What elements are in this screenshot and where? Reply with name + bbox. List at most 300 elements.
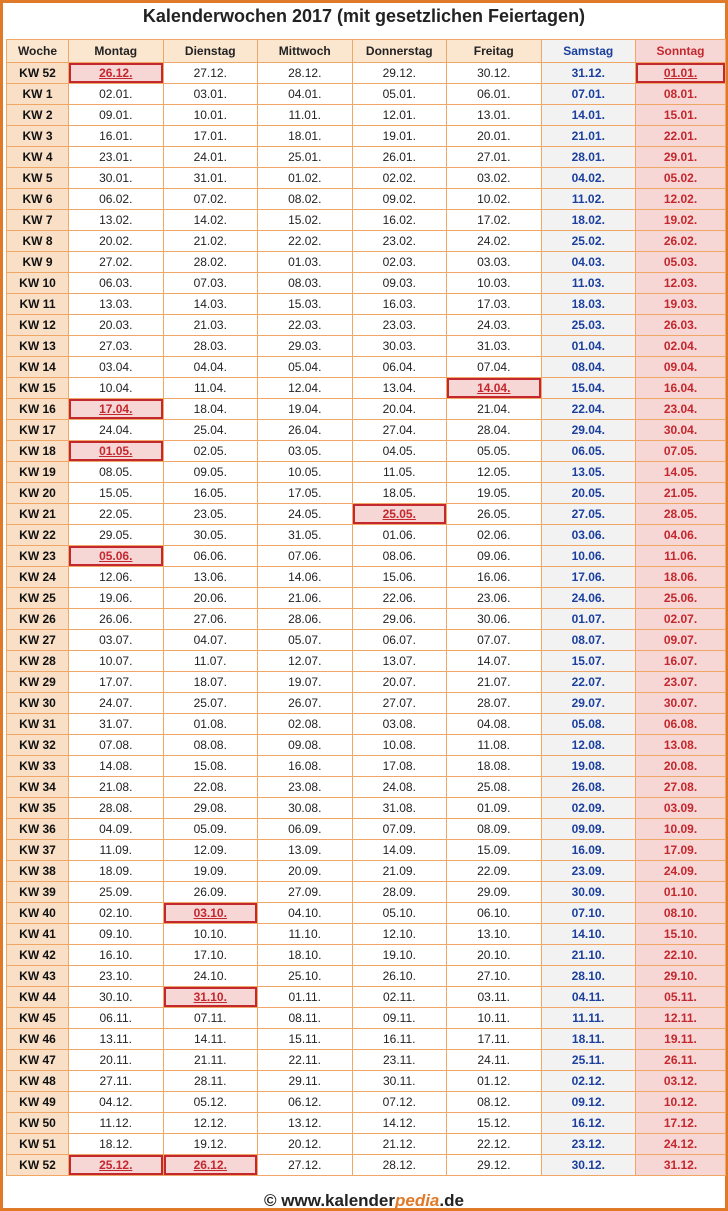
table-row — [7, 714, 726, 735]
date-cell: 27.02. — [69, 252, 164, 273]
date-cell: 12.03. — [636, 273, 726, 294]
date-cell: 15.11. — [258, 1029, 353, 1050]
date-cell: 06.06. — [163, 546, 258, 567]
week-number: KW 3 — [7, 126, 69, 147]
date-cell: 28.10. — [541, 966, 636, 987]
date-cell: 17.07. — [69, 672, 164, 693]
date-cell: 26.07. — [258, 693, 353, 714]
header-monday: Montag — [69, 40, 164, 63]
week-number: KW 20 — [7, 483, 69, 504]
date-cell: 08.03. — [258, 273, 353, 294]
date-cell: 25.04. — [163, 420, 258, 441]
date-cell: 29.05. — [69, 525, 164, 546]
date-cell: 09.01. — [69, 105, 164, 126]
date-cell: 29.01. — [636, 147, 726, 168]
week-number: KW 14 — [7, 357, 69, 378]
holiday-date-cell: 01.01. — [636, 63, 726, 84]
date-cell: 27.04. — [352, 420, 447, 441]
date-cell: 14.12. — [352, 1113, 447, 1134]
date-cell: 03.06. — [541, 525, 636, 546]
date-cell: 19.09. — [163, 861, 258, 882]
date-cell: 14.09. — [352, 840, 447, 861]
header-row — [7, 40, 726, 63]
date-cell: 13.04. — [352, 378, 447, 399]
date-cell: 12.11. — [636, 1008, 726, 1029]
date-cell: 27.12. — [163, 63, 258, 84]
table-row — [7, 840, 726, 861]
date-cell: 26.08. — [541, 777, 636, 798]
date-cell: 17.12. — [636, 1113, 726, 1134]
table-row — [7, 1155, 726, 1176]
table-row — [7, 609, 726, 630]
table-row — [7, 126, 726, 147]
date-cell: 03.03. — [447, 252, 542, 273]
date-cell: 22.01. — [636, 126, 726, 147]
date-cell: 21.07. — [447, 672, 542, 693]
date-cell: 10.03. — [447, 273, 542, 294]
header-wednesday: Mittwoch — [258, 40, 353, 63]
table-row — [7, 504, 726, 525]
table-row — [7, 1071, 726, 1092]
date-cell: 03.11. — [447, 987, 542, 1008]
date-cell: 24.11. — [447, 1050, 542, 1071]
date-cell: 21.05. — [636, 483, 726, 504]
date-cell: 11.02. — [541, 189, 636, 210]
date-cell: 02.03. — [352, 252, 447, 273]
date-cell: 19.11. — [636, 1029, 726, 1050]
date-cell: 25.11. — [541, 1050, 636, 1071]
date-cell: 20.08. — [636, 756, 726, 777]
date-cell: 20.11. — [69, 1050, 164, 1071]
date-cell: 26.03. — [636, 315, 726, 336]
date-cell: 09.03. — [352, 273, 447, 294]
date-cell: 30.04. — [636, 420, 726, 441]
table-row — [7, 378, 726, 399]
date-cell: 21.08. — [69, 777, 164, 798]
date-cell: 04.01. — [258, 84, 353, 105]
date-cell: 27.05. — [541, 504, 636, 525]
table-row — [7, 1134, 726, 1155]
date-cell: 17.11. — [447, 1029, 542, 1050]
date-cell: 08.11. — [258, 1008, 353, 1029]
date-cell: 22.06. — [352, 588, 447, 609]
week-number: KW 27 — [7, 630, 69, 651]
date-cell: 10.06. — [541, 546, 636, 567]
table-row — [7, 861, 726, 882]
date-cell: 06.12. — [258, 1092, 353, 1113]
date-cell: 30.12. — [541, 1155, 636, 1176]
date-cell: 26.05. — [447, 504, 542, 525]
date-cell: 31.07. — [69, 714, 164, 735]
date-cell: 19.07. — [258, 672, 353, 693]
date-cell: 17.10. — [163, 945, 258, 966]
date-cell: 08.05. — [69, 462, 164, 483]
table-row — [7, 147, 726, 168]
week-number: KW 29 — [7, 672, 69, 693]
table-row — [7, 819, 726, 840]
table-row — [7, 945, 726, 966]
date-cell: 22.05. — [69, 504, 164, 525]
footer-prefix: © www.kalender — [264, 1191, 395, 1210]
date-cell: 19.04. — [258, 399, 353, 420]
date-cell: 18.05. — [352, 483, 447, 504]
date-cell: 31.12. — [541, 63, 636, 84]
date-cell: 29.12. — [447, 1155, 542, 1176]
date-cell: 05.09. — [163, 819, 258, 840]
date-cell: 22.04. — [541, 399, 636, 420]
date-cell: 30.12. — [447, 63, 542, 84]
date-cell: 27.06. — [163, 609, 258, 630]
date-cell: 07.06. — [258, 546, 353, 567]
date-cell: 02.01. — [69, 84, 164, 105]
date-cell: 05.10. — [352, 903, 447, 924]
date-cell: 28.12. — [352, 1155, 447, 1176]
table-row — [7, 189, 726, 210]
week-number: KW 50 — [7, 1113, 69, 1134]
date-cell: 23.08. — [258, 777, 353, 798]
date-cell: 28.04. — [447, 420, 542, 441]
table-row — [7, 315, 726, 336]
date-cell: 12.01. — [352, 105, 447, 126]
date-cell: 09.08. — [258, 735, 353, 756]
date-cell: 15.07. — [541, 651, 636, 672]
date-cell: 17.08. — [352, 756, 447, 777]
date-cell: 19.12. — [163, 1134, 258, 1155]
date-cell: 28.08. — [69, 798, 164, 819]
date-cell: 04.04. — [163, 357, 258, 378]
date-cell: 16.03. — [352, 294, 447, 315]
date-cell: 16.05. — [163, 483, 258, 504]
week-number: KW 15 — [7, 378, 69, 399]
date-cell: 28.11. — [163, 1071, 258, 1092]
date-cell: 04.02. — [541, 168, 636, 189]
week-number: KW 38 — [7, 861, 69, 882]
date-cell: 21.10. — [541, 945, 636, 966]
date-cell: 16.12. — [541, 1113, 636, 1134]
date-cell: 08.12. — [447, 1092, 542, 1113]
date-cell: 27.09. — [258, 882, 353, 903]
table-row — [7, 1008, 726, 1029]
date-cell: 18.06. — [636, 567, 726, 588]
date-cell: 02.08. — [258, 714, 353, 735]
date-cell: 18.10. — [258, 945, 353, 966]
calendar-table — [6, 39, 726, 1176]
date-cell: 09.05. — [163, 462, 258, 483]
date-cell: 14.11. — [163, 1029, 258, 1050]
date-cell: 31.08. — [352, 798, 447, 819]
date-cell: 06.04. — [352, 357, 447, 378]
date-cell: 13.03. — [69, 294, 164, 315]
date-cell: 15.04. — [541, 378, 636, 399]
date-cell: 21.01. — [541, 126, 636, 147]
date-cell: 02.11. — [352, 987, 447, 1008]
date-cell: 23.01. — [69, 147, 164, 168]
week-number: KW 51 — [7, 1134, 69, 1155]
date-cell: 01.12. — [447, 1071, 542, 1092]
date-cell: 01.07. — [541, 609, 636, 630]
date-cell: 02.10. — [69, 903, 164, 924]
date-cell: 02.05. — [163, 441, 258, 462]
date-cell: 13.12. — [258, 1113, 353, 1134]
date-cell: 10.08. — [352, 735, 447, 756]
date-cell: 16.10. — [69, 945, 164, 966]
week-number: KW 2 — [7, 105, 69, 126]
date-cell: 30.08. — [258, 798, 353, 819]
week-number: KW 34 — [7, 777, 69, 798]
date-cell: 05.04. — [258, 357, 353, 378]
date-cell: 10.02. — [447, 189, 542, 210]
date-cell: 01.10. — [636, 882, 726, 903]
date-cell: 25.06. — [636, 588, 726, 609]
date-cell: 12.08. — [541, 735, 636, 756]
date-cell: 16.06. — [447, 567, 542, 588]
date-cell: 28.06. — [258, 609, 353, 630]
date-cell: 02.09. — [541, 798, 636, 819]
date-cell: 28.02. — [163, 252, 258, 273]
week-number: KW 22 — [7, 525, 69, 546]
table-row — [7, 693, 726, 714]
date-cell: 23.10. — [69, 966, 164, 987]
date-cell: 04.10. — [258, 903, 353, 924]
date-cell: 30.09. — [541, 882, 636, 903]
date-cell: 13.07. — [352, 651, 447, 672]
table-row — [7, 924, 726, 945]
date-cell: 14.01. — [541, 105, 636, 126]
date-cell: 03.05. — [258, 441, 353, 462]
date-cell: 22.12. — [447, 1134, 542, 1155]
date-cell: 08.06. — [352, 546, 447, 567]
date-cell: 23.03. — [352, 315, 447, 336]
date-cell: 23.11. — [352, 1050, 447, 1071]
date-cell: 09.10. — [69, 924, 164, 945]
week-number: KW 5 — [7, 168, 69, 189]
date-cell: 29.07. — [541, 693, 636, 714]
date-cell: 24.01. — [163, 147, 258, 168]
date-cell: 28.03. — [163, 336, 258, 357]
date-cell: 24.04. — [69, 420, 164, 441]
table-row — [7, 462, 726, 483]
date-cell: 10.09. — [636, 819, 726, 840]
week-number: KW 41 — [7, 924, 69, 945]
week-number: KW 52 — [7, 1155, 69, 1176]
date-cell: 04.08. — [447, 714, 542, 735]
table-row — [7, 231, 726, 252]
week-number: KW 52 — [7, 63, 69, 84]
table-row — [7, 420, 726, 441]
date-cell: 07.02. — [163, 189, 258, 210]
date-cell: 08.07. — [541, 630, 636, 651]
date-cell: 06.03. — [69, 273, 164, 294]
date-cell: 06.02. — [69, 189, 164, 210]
date-cell: 11.09. — [69, 840, 164, 861]
date-cell: 11.04. — [163, 378, 258, 399]
footer-suffix: .de — [439, 1191, 464, 1210]
date-cell: 19.02. — [636, 210, 726, 231]
date-cell: 06.05. — [541, 441, 636, 462]
date-cell: 15.12. — [447, 1113, 542, 1134]
table-row — [7, 1050, 726, 1071]
date-cell: 02.04. — [636, 336, 726, 357]
date-cell: 12.10. — [352, 924, 447, 945]
table-row — [7, 882, 726, 903]
date-cell: 01.09. — [447, 798, 542, 819]
date-cell: 10.05. — [258, 462, 353, 483]
date-cell: 20.04. — [352, 399, 447, 420]
table-row — [7, 1029, 726, 1050]
date-cell: 26.04. — [258, 420, 353, 441]
date-cell: 06.01. — [447, 84, 542, 105]
date-cell: 25.02. — [541, 231, 636, 252]
date-cell: 12.04. — [258, 378, 353, 399]
date-cell: 09.02. — [352, 189, 447, 210]
holiday-date-cell: 01.05. — [69, 441, 164, 462]
date-cell: 14.06. — [258, 567, 353, 588]
week-number: KW 46 — [7, 1029, 69, 1050]
date-cell: 14.08. — [69, 756, 164, 777]
table-row — [7, 357, 726, 378]
date-cell: 09.09. — [541, 819, 636, 840]
date-cell: 21.09. — [352, 861, 447, 882]
date-cell: 13.02. — [69, 210, 164, 231]
date-cell: 07.03. — [163, 273, 258, 294]
date-cell: 13.01. — [447, 105, 542, 126]
date-cell: 10.11. — [447, 1008, 542, 1029]
date-cell: 27.11. — [69, 1071, 164, 1092]
date-cell: 24.06. — [541, 588, 636, 609]
date-cell: 18.04. — [163, 399, 258, 420]
date-cell: 14.07. — [447, 651, 542, 672]
week-number: KW 30 — [7, 693, 69, 714]
date-cell: 10.07. — [69, 651, 164, 672]
week-number: KW 25 — [7, 588, 69, 609]
date-cell: 12.06. — [69, 567, 164, 588]
date-cell: 08.09. — [447, 819, 542, 840]
date-cell: 13.06. — [163, 567, 258, 588]
date-cell: 10.10. — [163, 924, 258, 945]
date-cell: 25.10. — [258, 966, 353, 987]
table-row — [7, 588, 726, 609]
date-cell: 25.03. — [541, 315, 636, 336]
table-row — [7, 672, 726, 693]
holiday-date-cell: 31.10. — [163, 987, 258, 1008]
date-cell: 05.02. — [636, 168, 726, 189]
date-cell: 02.06. — [447, 525, 542, 546]
date-cell: 19.10. — [352, 945, 447, 966]
date-cell: 09.06. — [447, 546, 542, 567]
date-cell: 05.08. — [541, 714, 636, 735]
header-sunday: Sonntag — [636, 40, 726, 63]
date-cell: 15.10. — [636, 924, 726, 945]
date-cell: 27.01. — [447, 147, 542, 168]
table-row — [7, 735, 726, 756]
date-cell: 29.12. — [352, 63, 447, 84]
date-cell: 06.10. — [447, 903, 542, 924]
date-cell: 30.05. — [163, 525, 258, 546]
date-cell: 18.01. — [258, 126, 353, 147]
date-cell: 11.05. — [352, 462, 447, 483]
date-cell: 09.11. — [352, 1008, 447, 1029]
date-cell: 15.03. — [258, 294, 353, 315]
date-cell: 11.08. — [447, 735, 542, 756]
date-cell: 05.05. — [447, 441, 542, 462]
table-row — [7, 966, 726, 987]
date-cell: 20.09. — [258, 861, 353, 882]
date-cell: 19.08. — [541, 756, 636, 777]
table-row — [7, 630, 726, 651]
date-cell: 23.06. — [447, 588, 542, 609]
date-cell: 24.05. — [258, 504, 353, 525]
week-number: KW 4 — [7, 147, 69, 168]
week-number: KW 19 — [7, 462, 69, 483]
date-cell: 26.06. — [69, 609, 164, 630]
date-cell: 24.10. — [163, 966, 258, 987]
date-cell: 11.07. — [163, 651, 258, 672]
week-number: KW 31 — [7, 714, 69, 735]
date-cell: 03.09. — [636, 798, 726, 819]
date-cell: 28.01. — [541, 147, 636, 168]
date-cell: 02.02. — [352, 168, 447, 189]
table-row — [7, 987, 726, 1008]
holiday-date-cell: 17.04. — [69, 399, 164, 420]
date-cell: 11.01. — [258, 105, 353, 126]
week-number: KW 47 — [7, 1050, 69, 1071]
date-cell: 21.06. — [258, 588, 353, 609]
page-title: Kalenderwochen 2017 (mit gesetzlichen Feiertagen) — [142, 6, 586, 26]
header-tuesday: Dienstag — [163, 40, 258, 63]
date-cell: 14.10. — [541, 924, 636, 945]
table-row — [7, 651, 726, 672]
date-cell: 13.08. — [636, 735, 726, 756]
date-cell: 24.09. — [636, 861, 726, 882]
date-cell: 06.07. — [352, 630, 447, 651]
table-row — [7, 294, 726, 315]
week-number: KW 32 — [7, 735, 69, 756]
date-cell: 12.05. — [447, 462, 542, 483]
header-thursday: Donnerstag — [352, 40, 447, 63]
date-cell: 18.12. — [69, 1134, 164, 1155]
date-cell: 31.03. — [447, 336, 542, 357]
week-number: KW 10 — [7, 273, 69, 294]
table-row — [7, 903, 726, 924]
date-cell: 11.06. — [636, 546, 726, 567]
header-saturday: Samstag — [541, 40, 636, 63]
date-cell: 29.04. — [541, 420, 636, 441]
date-cell: 28.09. — [352, 882, 447, 903]
date-cell: 04.06. — [636, 525, 726, 546]
date-cell: 18.02. — [541, 210, 636, 231]
holiday-date-cell: 03.10. — [163, 903, 258, 924]
date-cell: 01.08. — [163, 714, 258, 735]
date-cell: 17.02. — [447, 210, 542, 231]
table-row — [7, 399, 726, 420]
date-cell: 28.07. — [447, 693, 542, 714]
date-cell: 15.06. — [352, 567, 447, 588]
date-cell: 11.03. — [541, 273, 636, 294]
header-friday: Freitag — [447, 40, 542, 63]
date-cell: 21.04. — [447, 399, 542, 420]
week-number: KW 12 — [7, 315, 69, 336]
date-cell: 29.08. — [163, 798, 258, 819]
date-cell: 18.08. — [447, 756, 542, 777]
date-cell: 07.11. — [163, 1008, 258, 1029]
week-number: KW 48 — [7, 1071, 69, 1092]
date-cell: 12.12. — [163, 1113, 258, 1134]
date-cell: 20.06. — [163, 588, 258, 609]
date-cell: 15.05. — [69, 483, 164, 504]
date-cell: 03.02. — [447, 168, 542, 189]
week-number: KW 44 — [7, 987, 69, 1008]
week-number: KW 24 — [7, 567, 69, 588]
